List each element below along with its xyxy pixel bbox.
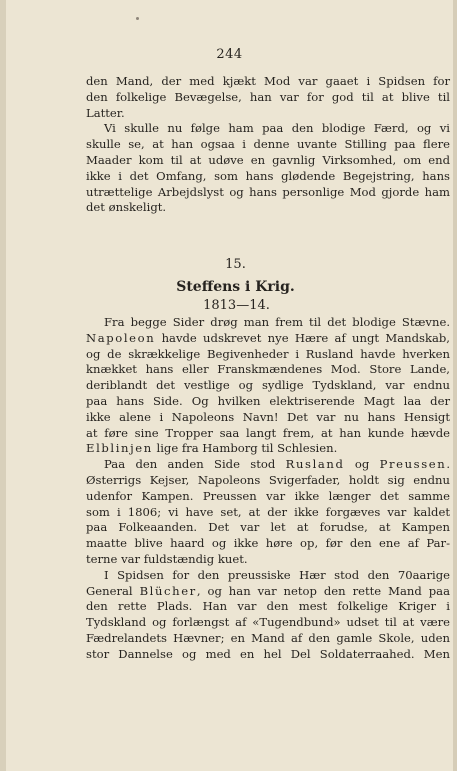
text-line: Østerrigs Kejser, Napoleons Svigerfader, holdt sig endnu: [86, 472, 450, 487]
intro-paragraphs: [86, 74, 450, 216]
text-line: Tydskland og forlængst af «Tugendbund» udset til at være: [86, 615, 450, 630]
text-line: Paa den anden Side stod Rusland og Preussen.: [104, 457, 450, 472]
text-line: at føre sine Tropper saa langt frem, at han kunde hævde: [86, 425, 450, 440]
text-line: General Blücher, og han var netop den rette Mand paa: [86, 583, 450, 598]
text-line: utrættelige Arbejdslyst og hans personlige Mod gjorde ham: [86, 184, 450, 199]
chapter-years: 1813—14.: [203, 298, 270, 313]
text-line: terne var fuldstændig kuet.: [86, 551, 248, 566]
text-line: Elblinjen lige fra Hamborg til Schlesien.: [86, 441, 338, 456]
text-line: skulle se, at han ogsaa i denne uvante Stilling paa flere: [86, 137, 450, 152]
text-line: Fra begge Sider drøg man frem til det blodige Stævne.: [104, 315, 450, 329]
text-line: den rette Plads. Han var den mest folkelige Kriger i: [86, 599, 450, 614]
text-line: det ønskeligt.: [86, 200, 167, 215]
text-line: Latter.: [86, 105, 125, 120]
text-line: og de skrækkelige Begivenheder i Rusland havde hverken: [86, 346, 450, 361]
chapter-body: [86, 315, 450, 663]
text-line: Maader kom til at udøve en gavnlig Virksomhed, om end: [86, 152, 450, 167]
text-line: den Mand, der med kjækt Mod var gaaet i Spidsen for: [86, 74, 450, 88]
text-line: Napoleon havde udskrevet nye Hære af ungt Mandskab,: [86, 330, 450, 345]
text-line: ikke i det Omfang, som hans glødende Begejstring, hans: [86, 168, 450, 183]
page-number: 244: [216, 47, 243, 62]
text-line: Vi skulle nu følge ham paa den blodige Færd, og vi: [104, 121, 450, 136]
text-line: Fædrelandets Hævner; en Mand af den gamle Skole, uden: [86, 630, 450, 645]
text-line: knækket hans eller Franskmændenes Mod. Store Lande,: [86, 362, 450, 377]
text-line: maatte blive haard og ikke høre op, før den ene af Par-: [86, 536, 450, 551]
text-line: den folkelige Bevægelse, han var for god til at blive til: [86, 89, 450, 104]
chapter-number: 15.: [225, 257, 246, 272]
text-line: paa hans Side. Og hvilken elektriserende Magt laa der: [86, 393, 450, 408]
text-line: stor Dannelse og med en hel Del Soldaterraahed. Men: [86, 646, 450, 661]
chapter-title: Steffens i Krig.: [176, 279, 295, 295]
text-line: paa Folkeaanden. Det var let at forudse, at Kampen: [86, 520, 450, 535]
text-line: I Spidsen for den preussiske Hær stod den 70aarige: [104, 567, 450, 582]
text-line: ikke alene i Napoleons Navn! Det var nu hans Hensigt: [86, 409, 450, 424]
ink-speck: [136, 17, 139, 20]
text-line: udenfor Kampen. Preussen var ikke længer det samme: [86, 488, 450, 503]
text-line: som i 1806; vi have set, at der ikke forgæves var kaldet: [86, 504, 450, 519]
text-line: deriblandt det vestlige og sydlige Tydskland, var endnu: [86, 378, 450, 393]
